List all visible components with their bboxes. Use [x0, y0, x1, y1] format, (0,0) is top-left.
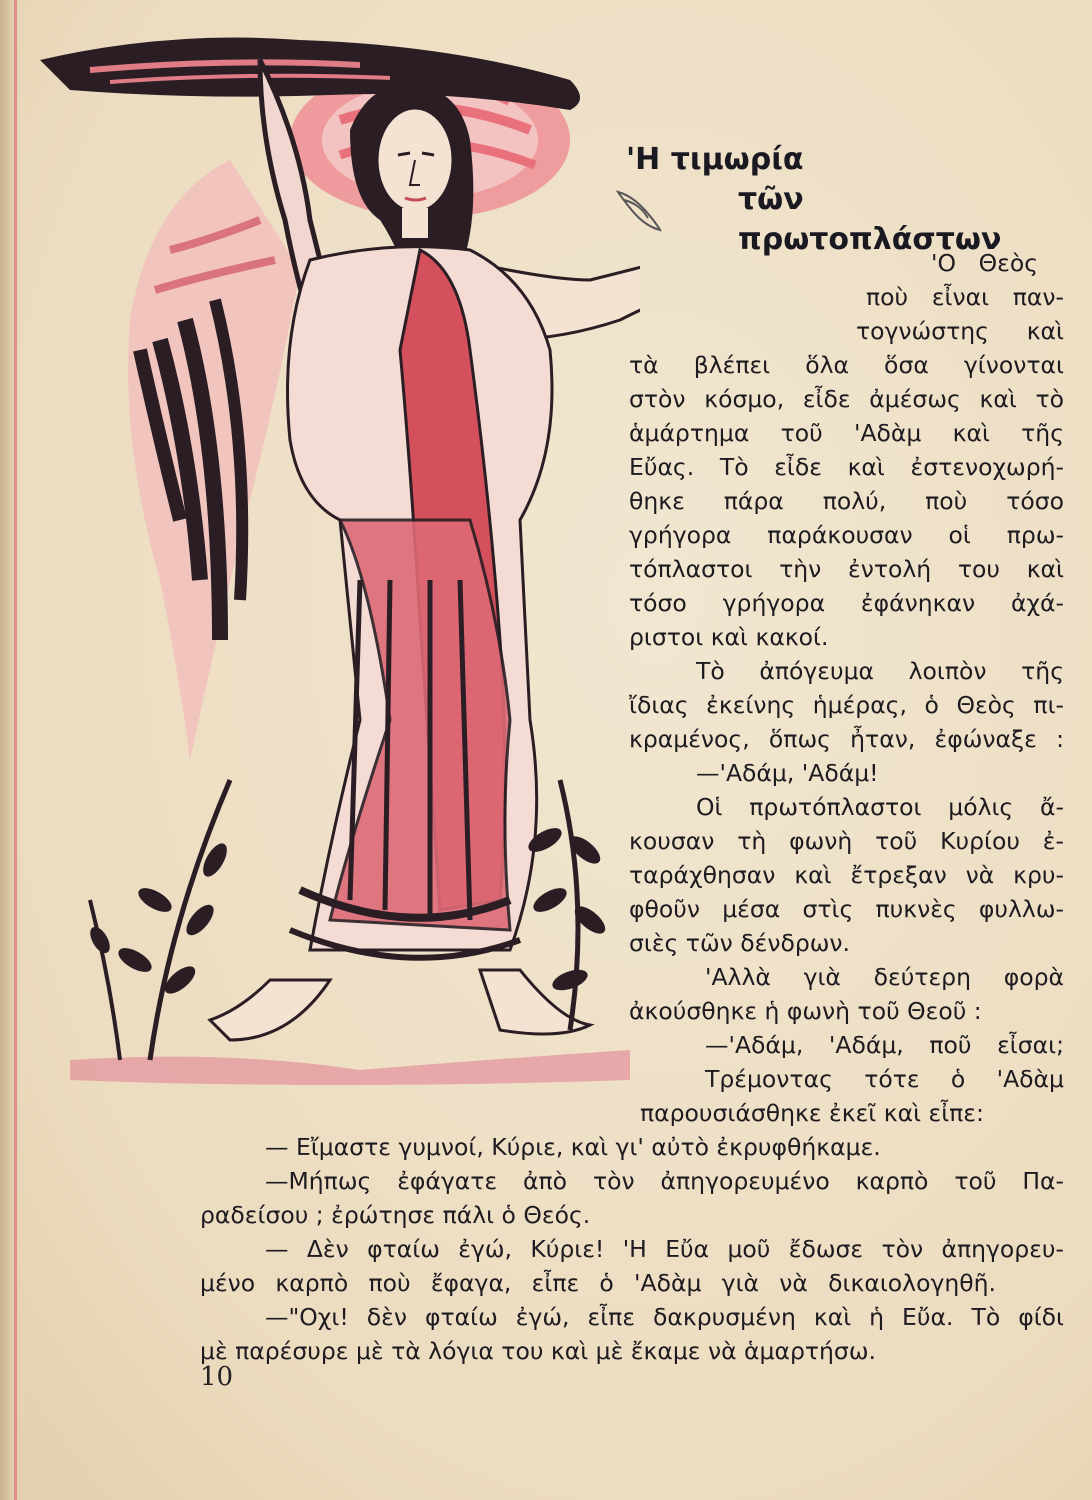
chapter-title [620, 140, 1070, 260]
text-line: μὲ παρέσυρε μὲ τὰ λόγια του καὶ μὲ ἔκαμε νὰ ἁμαρτήσω. [200, 1337, 876, 1365]
text-line: τογνώστης καὶ [856, 317, 1064, 345]
text-line: ἁμάρτημα τοῦ 'Αδὰμ καὶ τῆς [629, 419, 1064, 447]
text-line: γρήγορα παράκουσαν οἱ πρω- [629, 521, 1064, 549]
text-line: — Δὲν φταίω ἐγώ, Κύριε! 'Η Εὔα μοῦ ἔδωσε τὸν ἀπηγορευ- [265, 1235, 1064, 1263]
text-line: τὰ βλέπει ὅλα ὅσα γίνονται [629, 351, 1064, 379]
angel-illustration [30, 20, 640, 1100]
text-line: —"Οχι! δὲν φταίω ἐγώ, εἶπε δακρυσμένη καὶ ἡ Εὔα. Τὸ φίδι [265, 1303, 1064, 1331]
text-line: —Μήπως ἐφάγατε ἀπὸ τὸν ἀπηγορευμένο καρπὸ τοῦ Πα- [265, 1167, 1064, 1195]
chapter-title-line-1: 'Η τιμωρία [626, 142, 804, 177]
text-line: παρουσιάσθηκε ἐκεῖ καὶ εἶπε: [640, 1099, 984, 1127]
text-line: στὸν κόσμο, εἶδε ἀμέσως καὶ τὸ [629, 385, 1064, 413]
text-line: — Εἴμαστε γυμνοί, Κύριε, καὶ γι' αὐτὸ ἐκρυφθήκαμε. [265, 1133, 881, 1161]
text-line: —'Αδάμ, 'Αδάμ! [696, 759, 879, 787]
text-line: Εὔας. Τὸ εἶδε καὶ ἐστενοχωρή- [629, 453, 1064, 481]
text-line: κουσαν τὴ φωνὴ τοῦ Κυρίου ἐ- [629, 827, 1064, 855]
binding-edge [0, 0, 22, 1500]
binding-margin-line [14, 0, 17, 1500]
text-line: Τρέμοντας τότε ὁ 'Αδὰμ [705, 1065, 1064, 1093]
text-line: —'Αδάμ, 'Αδάμ, ποῦ εἶσαι; [705, 1031, 1064, 1059]
upper-wing [40, 38, 580, 111]
text-line: ἀκούσθηκε ἡ φωνὴ τοῦ Θεοῦ : [629, 997, 982, 1025]
left-plant [87, 780, 231, 1060]
left-wing [128, 160, 300, 760]
pencil-scribble-icon [614, 186, 666, 234]
text-line: 'Ο Θεὸς [931, 249, 1038, 277]
robe [288, 247, 553, 958]
left-foot [210, 980, 330, 1040]
text-line: μένο καρπὸ ποὺ ἔφαγα, εἶπε ὁ 'Αδὰμ γιὰ νὰ δικαιολογηθῆ. [200, 1269, 996, 1297]
text-line: τόπλαστοι τὴν ἐντολή του καὶ [629, 555, 1064, 583]
text-line: 'Αλλὰ γιὰ δεύτερη φορὰ [705, 963, 1064, 991]
text-line: σιὲς τῶν δένδρων. [629, 929, 851, 957]
text-line: ραδείσου ; ἐρώτησε πάλι ὁ Θεός. [200, 1201, 591, 1229]
text-line: Τὸ ἀπόγευμα λοιπὸν τῆς [696, 657, 1064, 685]
text-line: Οἱ πρωτόπλαστοι μόλις ἄ- [696, 793, 1064, 821]
chapter-title-line-2: τῶν πρωτοπλάστων [738, 182, 1002, 257]
text-line: φθοῦν μέσα στὶς πυκνὲς φυλλω- [629, 895, 1064, 923]
text-line: ριστοι καὶ κακοί. [629, 623, 829, 651]
page-number: 10 [200, 1362, 234, 1392]
text-line: θηκε πάρα πολύ, ποὺ τόσο [629, 487, 1064, 515]
text-line: ἴδιας ἐκείνης ἡμέρας, ὁ Θεὸς πι- [629, 691, 1064, 719]
text-line: κραμένος, ὅπως ἦταν, ἐφώναξε : [629, 725, 1064, 753]
ground [70, 1050, 630, 1085]
text-line: ποὺ εἶναι παν- [866, 283, 1064, 311]
text-line: ταράχθησαν καὶ ἔτρεξαν νὰ κρυ- [629, 861, 1064, 889]
text-line: τόσο γρήγορα ἐφάνηκαν ἀχά- [629, 589, 1064, 617]
